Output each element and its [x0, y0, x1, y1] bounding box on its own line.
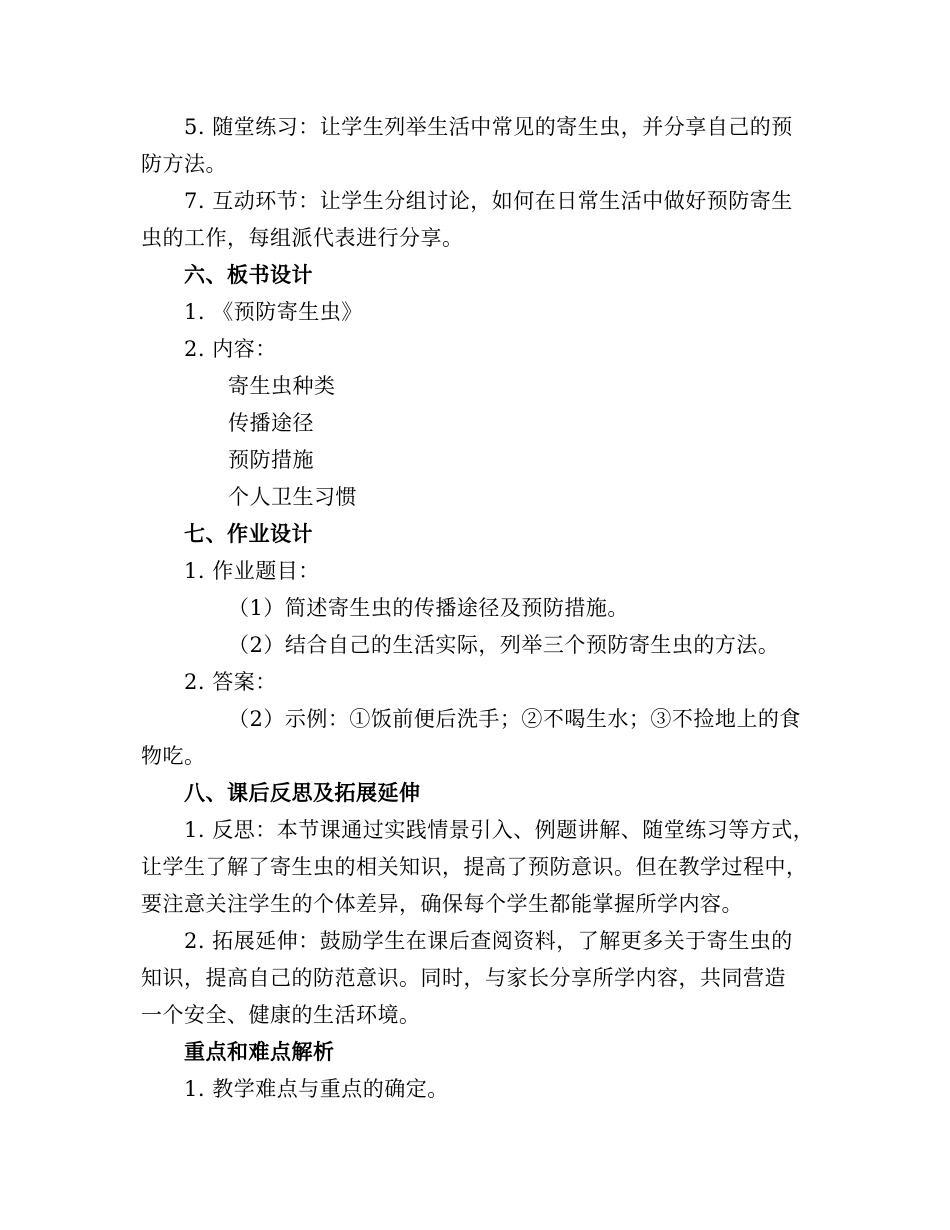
board-subitem: 个人卫生习惯 [228, 485, 357, 509]
paragraph-exercise-line-1: 5. 随堂练习：让学生列举生活中常见的寄生虫，并分享自己的预 [184, 115, 793, 139]
homework-item-2: 2. 答案： [184, 670, 277, 694]
paragraph-exercise-line-2: 防方法。 [141, 152, 227, 176]
reflection-line-2: 让学生了解了寄生虫的相关知识，提高了预防意识。但在教学过程中， [141, 855, 808, 879]
board-subitem: 预防措施 [228, 448, 314, 472]
section-heading-key-points: 重点和难点解析 [184, 1040, 335, 1064]
extension-line-3: 一个安全、健康的生活环境。 [141, 1003, 421, 1027]
key-points-item-1: 1. 教学难点与重点的确定。 [184, 1077, 449, 1101]
reflection-line-1: 1. 反思：本节课通过实践情景引入、例题讲解、随堂练习等方式， [184, 818, 815, 842]
extension-line-1: 2. 拓展延伸：鼓励学生在课后查阅资料，了解更多关于寄生虫的 [184, 929, 793, 953]
paragraph-interaction-line-1: 7. 互动环节：让学生分组讨论，如何在日常生活中做好预防寄生 [184, 189, 793, 213]
homework-answer-line-2: 物吃。 [141, 744, 206, 768]
section-heading-homework: 七、作业设计 [184, 522, 313, 546]
homework-question: （2）结合自己的生活实际，列举三个预防寄生虫的方法。 [228, 633, 780, 657]
homework-answer-line-1: （2）示例：①饭前便后洗手；②不喝生水；③不捡地上的食 [228, 707, 801, 731]
section-heading-board-design: 六、板书设计 [184, 263, 313, 287]
board-item-2: 2. 内容： [184, 337, 277, 361]
paragraph-interaction-line-2: 虫的工作，每组派代表进行分享。 [141, 226, 464, 250]
reflection-line-3: 要注意关注学生的个体差异，确保每个学生都能掌握所学内容。 [141, 892, 743, 916]
board-item-1: 1. 《预防寄生虫》 [184, 300, 363, 324]
extension-line-2: 知识，提高自己的防范意识。同时，与家长分享所学内容，共同营造 [141, 966, 786, 990]
board-subitem: 传播途径 [228, 411, 314, 435]
homework-item-1: 1. 作业题目： [184, 559, 320, 583]
section-heading-reflection: 八、课后反思及拓展延伸 [184, 781, 421, 805]
board-subitem: 寄生虫种类 [228, 374, 336, 398]
homework-question: （1）简述寄生虫的传播途径及预防措施。 [228, 596, 629, 620]
